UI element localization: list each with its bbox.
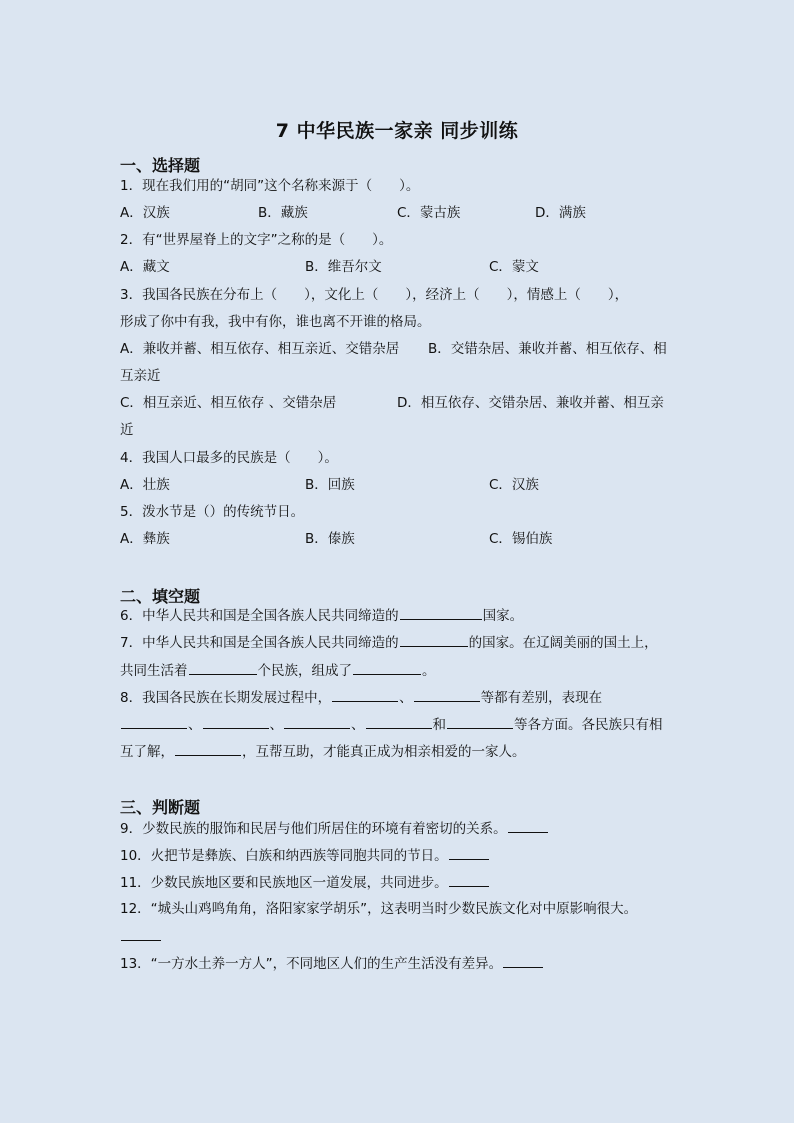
q7-text-1: 7．中华人民共和国是全国各族人民共同缔造的	[120, 635, 399, 651]
q7-text-5: 。	[422, 663, 436, 679]
q8-blank-5[interactable]	[284, 716, 350, 729]
q3-option-b: B．交错杂居、兼收并蓄、相互依存、相	[428, 341, 667, 357]
question-11	[120, 874, 680, 891]
q9-text: 9．少数民族的服饰和民居与他们所居住的环境有着密切的关系。	[120, 821, 507, 837]
q2-option-c: C．蒙文	[489, 259, 539, 275]
q4-option-a: A．壮族	[120, 477, 170, 493]
q1-option-d: D．满族	[535, 205, 586, 221]
q8-blank-4[interactable]	[203, 716, 269, 729]
q5-option-b: B．傣族	[305, 531, 355, 547]
q1-option-a: A．汉族	[120, 205, 170, 221]
question-10	[120, 847, 680, 864]
q2-option-b: B．维吾尔文	[305, 259, 382, 275]
q5-option-c: C．锡伯族	[489, 531, 553, 547]
q6-text-1: 6．中华人民共和国是全国各族人民共同缔造的	[120, 608, 399, 624]
q3-option-d-cont: 近	[120, 422, 134, 438]
page-title: 7 中华民族一家亲 同步训练	[275, 120, 519, 142]
q4-option-c: C．汉族	[489, 477, 539, 493]
q8-blank-3[interactable]	[121, 716, 187, 729]
q8-text-4: 互了解，	[120, 744, 174, 760]
q8-blank-2[interactable]	[414, 689, 480, 702]
question-12	[120, 901, 680, 917]
q1-option-b: B．藏族	[258, 205, 308, 221]
question-1-stem: 1．现在我们用的“胡同”这个名称来源于（ ）。	[120, 178, 420, 194]
q6-blank-1[interactable]	[400, 607, 482, 620]
question-3-stem-line2: 形成了你中有我，我中有你，谁也离不开谁的格局。	[120, 314, 431, 330]
q7-blank-3[interactable]	[353, 662, 421, 675]
question-6	[120, 607, 680, 624]
q3-option-b-cont: 互亲近	[120, 368, 161, 384]
q2-option-a: A．藏文	[120, 259, 170, 275]
q12-answer-blank[interactable]	[121, 928, 161, 941]
q7-blank-1[interactable]	[400, 634, 468, 647]
q8-text-2: 等都有差别，表现在	[480, 690, 603, 706]
q8-sep-2: 、	[188, 717, 202, 733]
q11-text: 11．少数民族地区要和民族地区一道发展，共同进步。	[120, 875, 448, 891]
q8-text-3: 等各方面。各民族只有相	[514, 717, 663, 733]
q7-text-2: 的国家。在辽阔美丽的国土上，	[468, 635, 658, 651]
q8-blank-1[interactable]	[332, 689, 398, 702]
q5-option-a: A．彝族	[120, 531, 170, 547]
q8-text-5: ，互帮互助，才能真正成为相亲相爱的一家人。	[242, 744, 526, 760]
question-3-stem-line1: 3．我国各民族在分布上（ ），文化上（ ），经济上（ ），情感上（ ），	[120, 287, 629, 303]
q8-blank-6[interactable]	[366, 716, 432, 729]
q1-option-c: C．蒙古族	[397, 205, 461, 221]
q10-text: 10．火把节是彝族、白族和纳西族等同胞共同的节日。	[120, 848, 448, 864]
question-5-stem: 5．泼水节是（）的传统节日。	[120, 504, 305, 520]
q4-option-b: B．回族	[305, 477, 355, 493]
q11-answer-blank[interactable]	[449, 874, 489, 887]
question-8-line3	[120, 743, 680, 760]
q8-sep-4: 、	[351, 717, 365, 733]
q7-blank-2[interactable]	[189, 662, 257, 675]
q8-and: 和	[432, 717, 446, 733]
section-judge-heading: 三、判断题	[120, 798, 201, 817]
q13-text: 13．“一方水土养一方人”，不同地区人们的生产生活没有差异。	[120, 956, 503, 972]
q12-text: 12．“城头山鸡鸣角角，洛阳家家学胡乐”，这表明当时少数民族文化对中原影响很大。	[120, 901, 638, 917]
section-fill-heading: 二、填空题	[120, 587, 201, 606]
q8-blank-8[interactable]	[175, 743, 241, 756]
q9-answer-blank[interactable]	[508, 820, 548, 833]
q13-answer-blank[interactable]	[503, 955, 543, 968]
question-13	[120, 955, 680, 972]
q8-sep-3: 、	[269, 717, 283, 733]
q3-option-c: C．相互亲近、相互依存 、交错杂居	[120, 395, 337, 411]
q8-text-1: 8．我国各民族在长期发展过程中，	[120, 690, 332, 706]
q3-option-d: D．相互依存、交错杂居、兼收并蓄、相互亲	[397, 395, 664, 411]
question-8-line1	[120, 689, 680, 706]
question-7-line2	[120, 662, 680, 679]
q3-option-a: A．兼收并蓄、相互依存、相互亲近、交错杂居	[120, 341, 400, 357]
q7-text-3: 共同生活着	[120, 663, 188, 679]
question-4-stem: 4．我国人口最多的民族是（ ）。	[120, 450, 338, 466]
question-12-answer-line	[120, 928, 680, 945]
q8-sep-1: 、	[399, 690, 413, 706]
q6-text-2: 国家。	[482, 608, 524, 624]
section-choice-heading: 一、选择题	[120, 156, 201, 175]
question-2-stem: 2．有“世界屋脊上的文字”之称的是（ ）。	[120, 232, 393, 248]
question-7-line1	[120, 634, 680, 651]
q8-blank-7[interactable]	[447, 716, 513, 729]
q10-answer-blank[interactable]	[449, 847, 489, 860]
question-8-line2	[120, 716, 680, 733]
question-9	[120, 820, 680, 837]
q7-text-4: 个民族，组成了	[257, 663, 352, 679]
